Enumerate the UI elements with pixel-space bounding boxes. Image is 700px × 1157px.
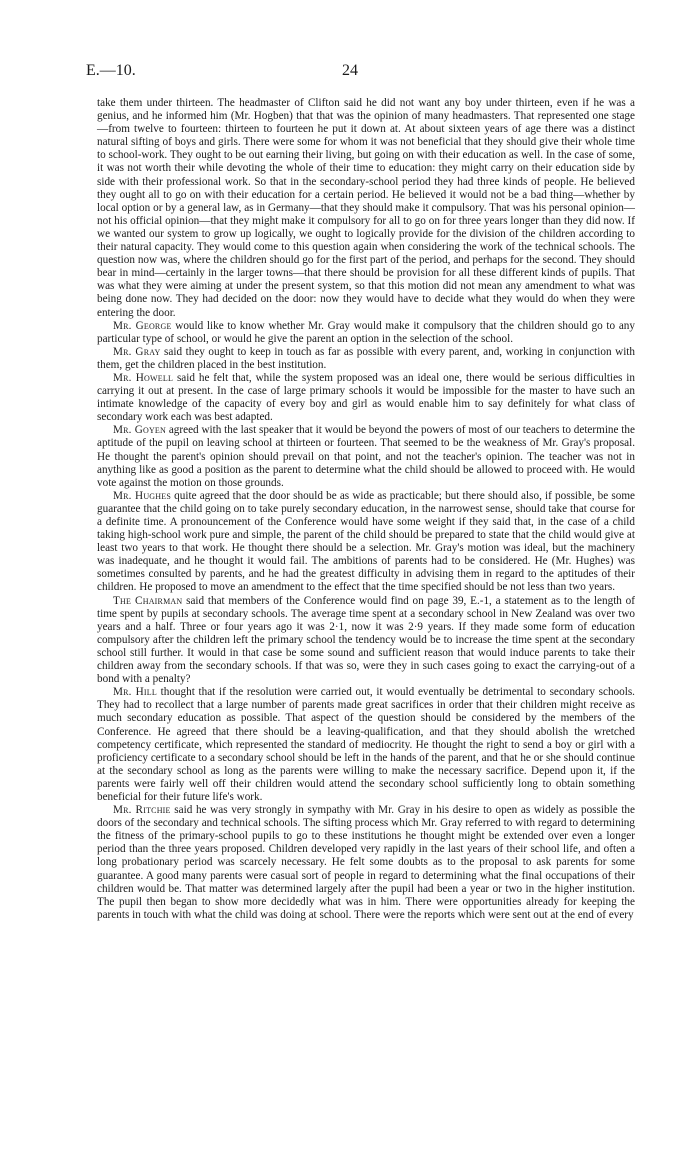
speaker-name: Mr. Ritchie [113, 804, 171, 817]
paragraph-text: said they ought to keep in touch as far as possible with every parent, and, working in conjunction with them, get the children placed in the best institution. [97, 345, 636, 371]
speaker-name: Mr. Goyen [113, 424, 166, 437]
paragraph [97, 804, 635, 922]
speaker-name: Mr. Hill [113, 686, 157, 699]
speaker-name: Mr. George [113, 319, 172, 332]
paragraph-text: would like to know whether Mr. Gray would make it compulsory that the children should go to any particular type of school, or would he give the parent an option in the selection of the school. [97, 319, 635, 345]
document-reference: E.—10. [86, 62, 136, 79]
paragraph [97, 490, 635, 595]
paragraph-text: said that members of the Conference would find on page 39, E.-1, a statement as to the length of time spent by pupils at secondary schools. The average time spent at a secondary school in New Zealand was over two years and a half. Three or four years ago it was 2·1, now it was 2·9 years. If they made some form of education compulsory after the children left the primary school the tendency would be to increase the time spent at the secondary school still further. It would in that case be some sound and sufficient reason that would induce parents to take their children away from the secondary schools. If that was so, were they in such cases going to exact the carrying-out of a bond with a penalty? [97, 594, 635, 686]
speaker-name: Mr. Howell [113, 371, 174, 384]
paragraph [97, 97, 635, 320]
speaker-name: The Chairman [113, 594, 183, 607]
paragraph-text: thought that if the resolution were carried out, it would eventually be detrimental to secondary schools. They had to recollect that a large number of parents made great sacrifices in order that their children might receive as much secondary education as possible. That aspect of the question should be considered by the members of the Conference. He agreed that there should be a leaving-qualification, and that they should abolish the wretched competency certificate, which represented the standard of mediocrity. He thought the right to send a boy or girl with a proficiency certificate to a secondary school should be left in the hands of the parent, and that he or she should continue at the secondary school as long as the parents were willing to make the necessary sacrifice. Depend upon it, if the parents were fairly well off their children would attend the secondary school sufficiently long to obtain something beneficial for their future life's work. [97, 686, 635, 803]
page-body [97, 97, 635, 922]
paragraph-text: said he was very strongly in sympathy with Mr. Gray in his desire to open as widely as possible the doors of the secondary and technical schools. The sifting process which Mr. Gray referred to with regard to determining the fitness of the primary-school pupils to go to these institutions he thought might be extended over even a longer period than the three years proposed. Children developed very rapidly in the last years of their school life, and often a long probationary period was scarcely necessary. He felt some doubts as to the proposal to ask parents for some guarantee. A good many parents were casual sort of people in regard to determining what the final occupations of their children would be. That matter was determined largely after the pupil had been a year or two in the higher institution. The pupil then began to show more decidedly what was in him. There were opportunities already for keeping the parents in touch with what the child was doing at school. There were the reports which were sent out at the end of every [97, 804, 635, 921]
speaker-name: Mr. Gray [113, 345, 161, 358]
page-number: 24 [342, 62, 358, 79]
paragraph [97, 320, 635, 346]
paragraph-text: take them under thirteen. The headmaster of Clifton said he did not want any boy under thirteen, even if he was a genius, and he informed him (Mr. Hogben) that that was the opinion of many headmasters. That represented one stage—from twelve to fourteen: thirteen to fourteen he put it down at. At about sixteen years of age there was a distinct natural sifting of boys and girls. There were some for whom it was not beneficial that they should give their whole time to school-work. They ought to be out earning their living, but going on with their education as well. In the case of some, it was not worth their while devoting the whole of their time to education: they might carry on their education side by side with their professional work. So that in the secondary-school period they had three kinds of people. He believed they ought all to go on with their education for a certain period. He believed it would not be a bad thing—whether by local option or by a general law, as in Germany—that they should make it compulsory. That was his personal opinion—not his official opinion—that they might make it compulsory for all to go on for three years longer than they did now. If we wanted our system to grow up logically, we ought to logically provide for the division of the children according to their natural capacity. They would come to this question again when considering the work of the technical schools. The question now was, where the children should go for the first part of the period, and perhaps for the second. They should bear in mind—certainly in the larger towns—that there should be provision for all these different kinds of pupils. That was what they were aiming at under the present system, so that this motion did not mean any amendment to what was being done now. They had decided on the door: now they would have to decide what they would do when they were entering the door. [97, 97, 635, 319]
paragraph [97, 595, 635, 687]
paragraph [97, 372, 635, 424]
page-header [86, 62, 614, 86]
paragraph [97, 346, 635, 372]
paragraph [97, 686, 635, 804]
paragraph [97, 424, 635, 489]
speaker-name: Mr. Hughes [113, 489, 171, 502]
paragraph-text: said he felt that, while the system proposed was an ideal one, there would be serious difficulties in carrying it out at present. In the case of large primary schools it would be impossible for the master to have such an intimate knowledge of the capacity of every boy and girl as would enable him to say definitely for what class of secondary work each was best adapted. [97, 371, 635, 424]
paragraph-text: quite agreed that the door should be as wide as practicable; but there should also, if possible, be some guarantee that the child going on to take purely secondary education, in the narrowest sense, should take that course for a definite time. A pronouncement of the Conference would have some weight if they said that, in the case of a child taking high-school work pure and simple, the parent of the child should be prepared to state that the child would give at least two years to that work. He thought there should be a selection. Mr. Gray's motion was ideal, but the machinery was inadequate, and he thought it would fail. The ambitions of parents had to be considered. He (Mr. Hughes) was sometimes consulted by parents, and he had the greatest difficulty in advising them in regard to the aptitudes of their children. He proposed to move an amendment to the effect that the time specified should be not less than two years. [97, 489, 636, 594]
paragraph-text: agreed with the last speaker that it would be beyond the powers of most of our teachers to determine the aptitude of the pupil on leaving school at thirteen or fourteen. That seemed to be the weakness of Mr. Gray's proposal. He thought the parent's opinion should prevail on that point, and not the teacher's opinion. The teacher was not in anything like as good a position as the parent to determine what the child should be allowed to proceed with. He would vote against the motion on those grounds. [97, 424, 635, 489]
